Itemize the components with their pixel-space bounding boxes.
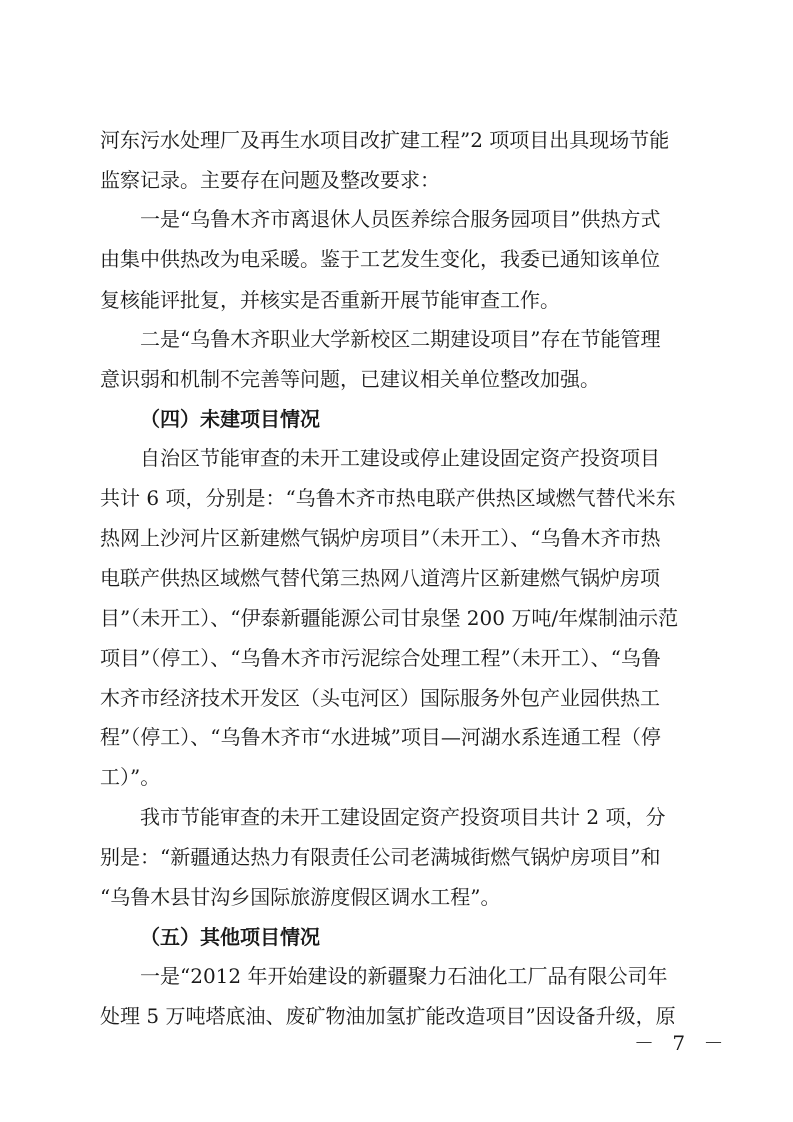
text-line: 项目”（停工）、“乌鲁木齐市污泥综合处理工程”（未开工）、“乌鲁 — [100, 646, 661, 670]
section-heading: （四）未建项目情况 — [140, 407, 320, 431]
text-line: 木齐市经济技术开发区（头屯河区）国际服务外包产业园供热工 — [100, 686, 660, 710]
text-line: 复核能评批复，并核实是否重新开展节能审查工作。 — [100, 288, 560, 312]
text-line: 处理 5 万吨塔底油、废矿物油加氢扩能改造项目”因设备升级，原 — [100, 1004, 676, 1028]
text-line: “乌鲁木县甘沟乡国际旅游度假区调水工程”。 — [100, 885, 501, 909]
section-heading: （五）其他项目情况 — [140, 925, 320, 949]
page-number: － 7 － — [634, 1031, 730, 1055]
text-line: 一是“2012 年开始建设的新疆聚力石油化工厂品有限公司年 — [140, 964, 668, 988]
text-line: 别是：“新疆通达热力有限责任公司老满城街燃气锅炉房项目”和 — [100, 845, 661, 869]
text-line: 监察记录。主要存在问题及整改要求： — [100, 168, 440, 192]
text-line: 热网上沙河片区新建燃气锅炉房项目”（未开工）、“乌鲁木齐市热 — [100, 526, 661, 550]
text-line: 共计 6 项，分别是：“乌鲁木齐市热电联产供热区域燃气替代米东 — [100, 486, 676, 510]
text-line: 意识弱和机制不完善等问题，已建议相关单位整改加强。 — [100, 367, 600, 391]
text-line: 二是“乌鲁木齐职业大学新校区二期建设项目”存在节能管理 — [140, 327, 661, 351]
text-line: 自治区节能审查的未开工建设或停止建设固定资产投资项目 — [140, 446, 660, 470]
text-line: 由集中供热改为电采暖。鉴于工艺发生变化，我委已通知该单位 — [100, 247, 660, 271]
text-line: 目”（未开工）、“伊泰新疆能源公司甘泉堡 200 万吨/年煤制油示范 — [100, 606, 679, 630]
text-line: 河东污水处理厂及再生水项目改扩建工程”2 项项目出具现场节能 — [100, 128, 670, 152]
text-line: 电联产供热区域燃气替代第三热网八道湾片区新建燃气锅炉房项 — [100, 566, 660, 590]
text-line: 一是“乌鲁木齐市离退休人员医养综合服务园项目”供热方式 — [140, 207, 661, 231]
text-line: 工）”。 — [100, 765, 161, 789]
text-line: 我市节能审查的未开工建设固定资产投资项目共计 2 项，分 — [140, 805, 666, 829]
text-line: 程”（停工）、“乌鲁木齐市“水进城”项目—河湖水系连通工程（停 — [100, 725, 661, 749]
